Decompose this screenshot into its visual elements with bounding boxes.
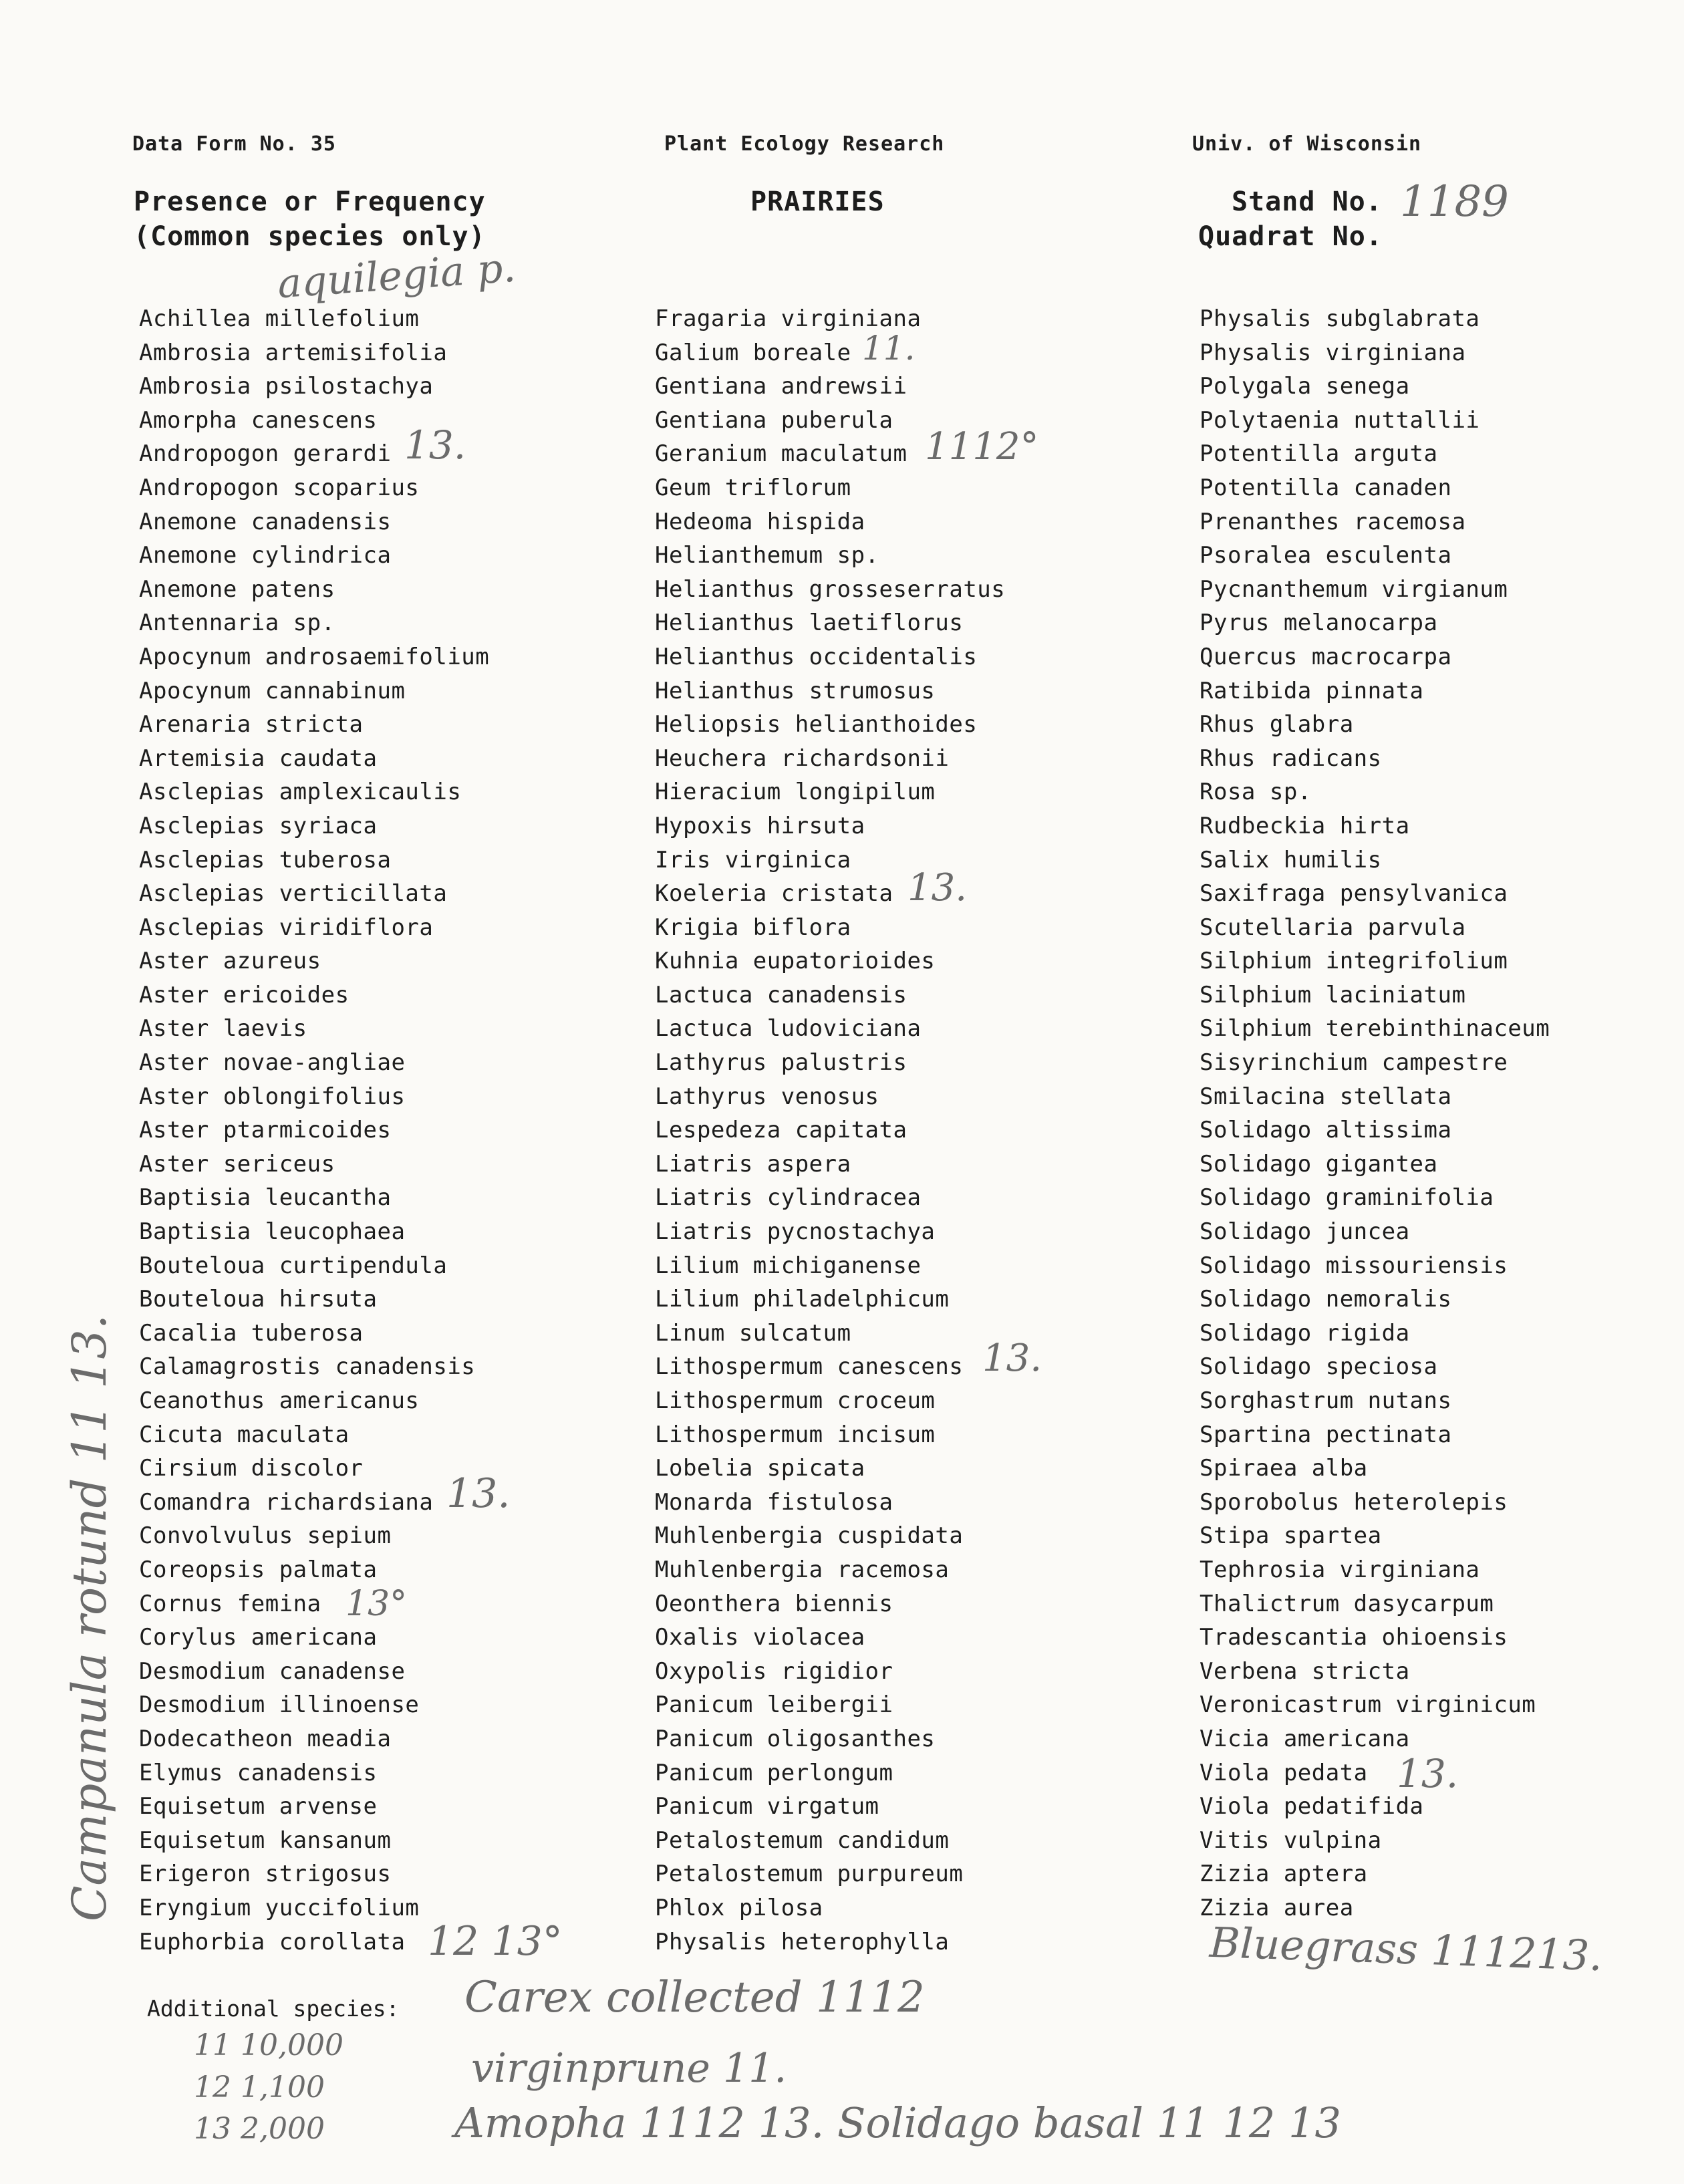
organization-name: Plant Ecology Research — [664, 132, 945, 156]
species-item: Cirsium discolor — [139, 1455, 364, 1482]
species-column-3 — [1200, 302, 1550, 1925]
species-item: Pyrus melanocarpa — [1200, 609, 1438, 637]
species-item: Solidago altissima — [1200, 1117, 1452, 1144]
species-item: Achillea millefolium — [139, 305, 420, 332]
species-item: Desmodium canadense — [139, 1657, 406, 1685]
species-item: Baptisia leucantha — [139, 1184, 392, 1212]
species-item: Elymus canadensis — [139, 1759, 378, 1786]
species-item: Kuhnia eupatorioides — [655, 948, 936, 975]
species-item: Euphorbia corollata — [139, 1928, 406, 1955]
species-item: Lathyrus palustris — [655, 1049, 907, 1077]
handwritten-galium-boreale: 11. — [862, 329, 916, 368]
species-item: Desmodium illinoense — [139, 1691, 420, 1719]
species-item: Pycnanthemum virgianum — [1200, 575, 1508, 603]
species-item: Iris virginica — [655, 846, 851, 873]
species-item: Monarda fistulosa — [655, 1488, 893, 1516]
species-item: Prenanthes racemosa — [1200, 508, 1466, 535]
species-item: Equisetum arvense — [139, 1793, 378, 1820]
species-item: Physalis virginiana — [1200, 339, 1466, 366]
species-item: Aster ericoides — [139, 981, 349, 1008]
species-item: Sorghastrum nutans — [1200, 1387, 1452, 1414]
species-item: Solidago gigantea — [1200, 1150, 1438, 1178]
species-item: Equisetum kansanum — [139, 1826, 392, 1854]
species-item: Ceanothus americanus — [139, 1387, 420, 1414]
handwritten-viola-pedata: 13. — [1397, 1751, 1459, 1796]
species-item: Lithospermum incisum — [655, 1421, 936, 1448]
species-item: Asclepias syriaca — [139, 812, 378, 839]
species-item: Anemone canadensis — [139, 508, 392, 535]
species-item: Zizia aurea — [1200, 1894, 1354, 1921]
species-item: Spartina pectinata — [1200, 1421, 1452, 1448]
species-item: Aster oblongifolius — [139, 1083, 406, 1110]
page-title: PRAIRIES — [750, 186, 885, 217]
species-item: Sisyrinchium campestre — [1200, 1049, 1508, 1077]
stand-number-label: Stand No. — [1232, 186, 1383, 217]
species-item: Antennaria sp. — [139, 609, 335, 637]
species-item: Polytaenia nuttallii — [1200, 406, 1480, 434]
species-item: Spiraea alba — [1200, 1455, 1368, 1482]
species-item: Asclepias tuberosa — [139, 846, 392, 873]
species-item: Asclepias viridiflora — [139, 914, 434, 941]
species-item: Koeleria cristata — [655, 880, 893, 908]
species-item: Baptisia leucophaea — [139, 1218, 406, 1246]
species-item: Veronicastrum virginicum — [1200, 1691, 1536, 1719]
species-item: Lilium michiganense — [655, 1252, 922, 1279]
handwritten-virginprune: virginprune 11. — [471, 2045, 787, 2092]
species-item: Oeonthera biennis — [655, 1590, 893, 1617]
species-item: Ratibida pinnata — [1200, 677, 1424, 704]
species-item: Panicum virgatum — [655, 1793, 879, 1820]
presence-line-2: (Common species only) — [134, 221, 486, 252]
species-item: Helianthus laetiflorus — [655, 609, 964, 637]
species-item: Geranium maculatum — [655, 440, 907, 468]
species-item: Rhus glabra — [1200, 711, 1354, 738]
additional-species-label: Additional species: — [147, 1996, 400, 2022]
form-number: Data Form No. 35 — [132, 132, 336, 156]
species-item: Smilacina stellata — [1200, 1083, 1452, 1110]
species-item: Galium boreale — [655, 339, 851, 366]
species-item: Panicum oligosanthes — [655, 1725, 936, 1752]
species-item: Amorpha canescens — [139, 406, 378, 434]
handwritten-koeleria-cristata: 13. — [907, 866, 968, 910]
species-item: Aster ptarmicoides — [139, 1117, 392, 1144]
species-item: Petalostemum purpureum — [655, 1861, 964, 1888]
species-item: Panicum perlongum — [655, 1759, 893, 1786]
species-item: Muhlenbergia cuspidata — [655, 1522, 964, 1550]
species-item: Tephrosia virginiana — [1200, 1556, 1480, 1583]
species-item: Silphium laciniatum — [1200, 981, 1466, 1008]
species-item: Lespedeza capitata — [655, 1117, 907, 1144]
handwritten-geranium-maculatum: 1112° — [925, 425, 1039, 468]
species-item: Muhlenbergia racemosa — [655, 1556, 950, 1583]
species-item: Sporobolus heterolepis — [1200, 1488, 1508, 1516]
species-item: Rosa sp. — [1200, 779, 1312, 806]
species-item: Liatris aspera — [655, 1150, 851, 1178]
species-item: Rudbeckia hirta — [1200, 812, 1410, 839]
species-item: Saxifraga pensylvanica — [1200, 880, 1508, 908]
species-item: Lathyrus venosus — [655, 1083, 879, 1110]
species-item: Stipa spartea — [1200, 1522, 1382, 1550]
species-item: Linum sulcatum — [655, 1319, 851, 1347]
species-item: Lilium philadelphicum — [655, 1286, 950, 1313]
species-item: Solidago juncea — [1200, 1218, 1410, 1246]
species-item: Petalostemum candidum — [655, 1826, 950, 1854]
species-item: Salix humilis — [1200, 846, 1382, 873]
presence-line-1: Presence or Frequency — [134, 186, 486, 217]
handwritten-andropogon-gerardi: 13. — [404, 422, 466, 468]
species-item: Panicum leibergii — [655, 1691, 893, 1719]
species-item: Silphium terebinthinaceum — [1200, 1015, 1550, 1043]
species-item: Ambrosia artemisifolia — [139, 339, 448, 366]
species-item: Apocynum androsaemifolium — [139, 643, 490, 670]
species-item: Verbena stricta — [1200, 1657, 1410, 1685]
species-item: Lobelia spicata — [655, 1455, 865, 1482]
species-item: Geum triflorum — [655, 474, 851, 501]
species-column-1 — [139, 302, 489, 1959]
handwritten-scale-13: 13 2,000 — [194, 2112, 325, 2146]
handwritten-carex: Carex collected 1112 — [464, 1973, 925, 2022]
handwritten-comandra-richardsiana: 13. — [446, 1470, 511, 1517]
handwritten-scale-12: 12 1,100 — [194, 2070, 325, 2104]
species-item: Scutellaria parvula — [1200, 914, 1466, 941]
stand-quadrat-heading — [1198, 184, 1383, 254]
species-item: Andropogon gerardi — [139, 440, 392, 468]
species-item: Liatris cylindracea — [655, 1184, 922, 1212]
handwritten-euphorbia-corollata: 12 13° — [428, 1918, 563, 1965]
species-item: Potentilla arguta — [1200, 440, 1438, 468]
species-item: Coreopsis palmata — [139, 1556, 378, 1583]
species-item: Convolvulus sepium — [139, 1522, 392, 1550]
species-item: Hieracium longipilum — [655, 779, 936, 806]
species-item: Phlox pilosa — [655, 1894, 823, 1921]
handwritten-amorpha-solidago: Amopha 1112 13. Solidago basal 11 12 13 — [454, 2098, 1341, 2147]
species-item: Helianthemum sp. — [655, 542, 879, 569]
presence-frequency-heading — [134, 184, 486, 254]
species-item: Lithospermum canescens — [655, 1353, 964, 1381]
species-item: Corylus americana — [139, 1624, 378, 1651]
species-item: Gentiana puberula — [655, 406, 893, 434]
species-item: Aster novae-angliae — [139, 1049, 406, 1077]
handwritten-cornus-femina: 13° — [345, 1584, 408, 1624]
species-item: Asclepias verticillata — [139, 880, 448, 908]
species-item: Hedeoma hispida — [655, 508, 865, 535]
species-item: Dodecatheon meadia — [139, 1725, 392, 1752]
species-item: Physalis heterophylla — [655, 1928, 950, 1955]
species-item: Aster sericeus — [139, 1150, 335, 1178]
handwritten-aquilegia: aquilegia p. — [275, 244, 517, 308]
species-item: Lactuca ludoviciana — [655, 1015, 922, 1043]
species-item: Cornus femina — [139, 1590, 321, 1617]
species-item: Vitis vulpina — [1200, 1826, 1382, 1854]
species-item: Quercus macrocarpa — [1200, 643, 1452, 670]
species-item: Asclepias amplexicaulis — [139, 779, 462, 806]
species-item: Thalictrum dasycarpum — [1200, 1590, 1494, 1617]
species-item: Artemisia caudata — [139, 744, 378, 772]
species-item: Rhus radicans — [1200, 744, 1382, 772]
species-item: Vicia americana — [1200, 1725, 1410, 1752]
species-item: Anemone patens — [139, 575, 335, 603]
species-item: Tradescantia ohioensis — [1200, 1624, 1508, 1651]
species-item: Bouteloua curtipendula — [139, 1252, 448, 1279]
species-item: Viola pedatifida — [1200, 1793, 1424, 1820]
handwritten-stand-number: 1189 — [1400, 177, 1509, 227]
species-item: Aster laevis — [139, 1015, 307, 1043]
species-item: Solidago nemoralis — [1200, 1286, 1452, 1313]
handwritten-bluegrass: Bluegrass 111213. — [1208, 1917, 1604, 1981]
handwritten-campanula-note: Campanula rotund 11 13. — [62, 1314, 118, 1922]
species-item: Erigeron strigosus — [139, 1861, 392, 1888]
species-item: Cacalia tuberosa — [139, 1319, 364, 1347]
species-item: Comandra richardsiana — [139, 1488, 434, 1516]
species-item: Anemone cylindrica — [139, 542, 392, 569]
species-item: Polygala senega — [1200, 373, 1410, 400]
species-item: Hypoxis hirsuta — [655, 812, 865, 839]
species-item: Calamagrostis canadensis — [139, 1353, 476, 1381]
handwritten-scale-11: 11 10,000 — [194, 2028, 343, 2062]
species-item: Zizia aptera — [1200, 1861, 1368, 1888]
quadrat-number-label: Quadrat No. — [1198, 221, 1383, 252]
species-item: Bouteloua hirsuta — [139, 1286, 378, 1313]
species-item: Potentilla canaden — [1200, 474, 1452, 501]
species-item: Physalis subglabrata — [1200, 305, 1480, 332]
species-item: Fragaria virginiana — [655, 305, 922, 332]
species-item: Helianthus occidentalis — [655, 643, 978, 670]
species-item: Ambrosia psilostachya — [139, 373, 434, 400]
handwritten-lithospermum-canescens: 13. — [982, 1337, 1042, 1380]
species-item: Arenaria stricta — [139, 711, 364, 738]
species-item: Gentiana andrewsii — [655, 373, 907, 400]
species-item: Andropogon scoparius — [139, 474, 420, 501]
species-item: Liatris pycnostachya — [655, 1218, 936, 1246]
species-item: Solidago rigida — [1200, 1319, 1410, 1347]
species-item: Heliopsis helianthoides — [655, 711, 978, 738]
species-item: Oxalis violacea — [655, 1624, 865, 1651]
species-item: Solidago missouriensis — [1200, 1252, 1508, 1279]
species-item: Lactuca canadensis — [655, 981, 907, 1008]
species-item: Krigia biflora — [655, 914, 851, 941]
species-item: Eryngium yuccifolium — [139, 1894, 420, 1921]
species-item: Solidago graminifolia — [1200, 1184, 1494, 1212]
species-item: Apocynum cannabinum — [139, 677, 406, 704]
species-item: Cicuta maculata — [139, 1421, 349, 1448]
species-item: Lithospermum croceum — [655, 1387, 936, 1414]
species-item: Oxypolis rigidior — [655, 1657, 893, 1685]
species-item: Aster azureus — [139, 948, 321, 975]
species-item: Solidago speciosa — [1200, 1353, 1438, 1381]
university-name: Univ. of Wisconsin — [1192, 132, 1422, 156]
species-item: Heuchera richardsonii — [655, 744, 950, 772]
species-item: Viola pedata — [1200, 1759, 1368, 1786]
species-item: Psoralea esculenta — [1200, 542, 1452, 569]
species-item: Helianthus grosseserratus — [655, 575, 1006, 603]
species-item: Silphium integrifolium — [1200, 948, 1508, 975]
species-column-2 — [655, 302, 1005, 1959]
species-item: Helianthus strumosus — [655, 677, 936, 704]
